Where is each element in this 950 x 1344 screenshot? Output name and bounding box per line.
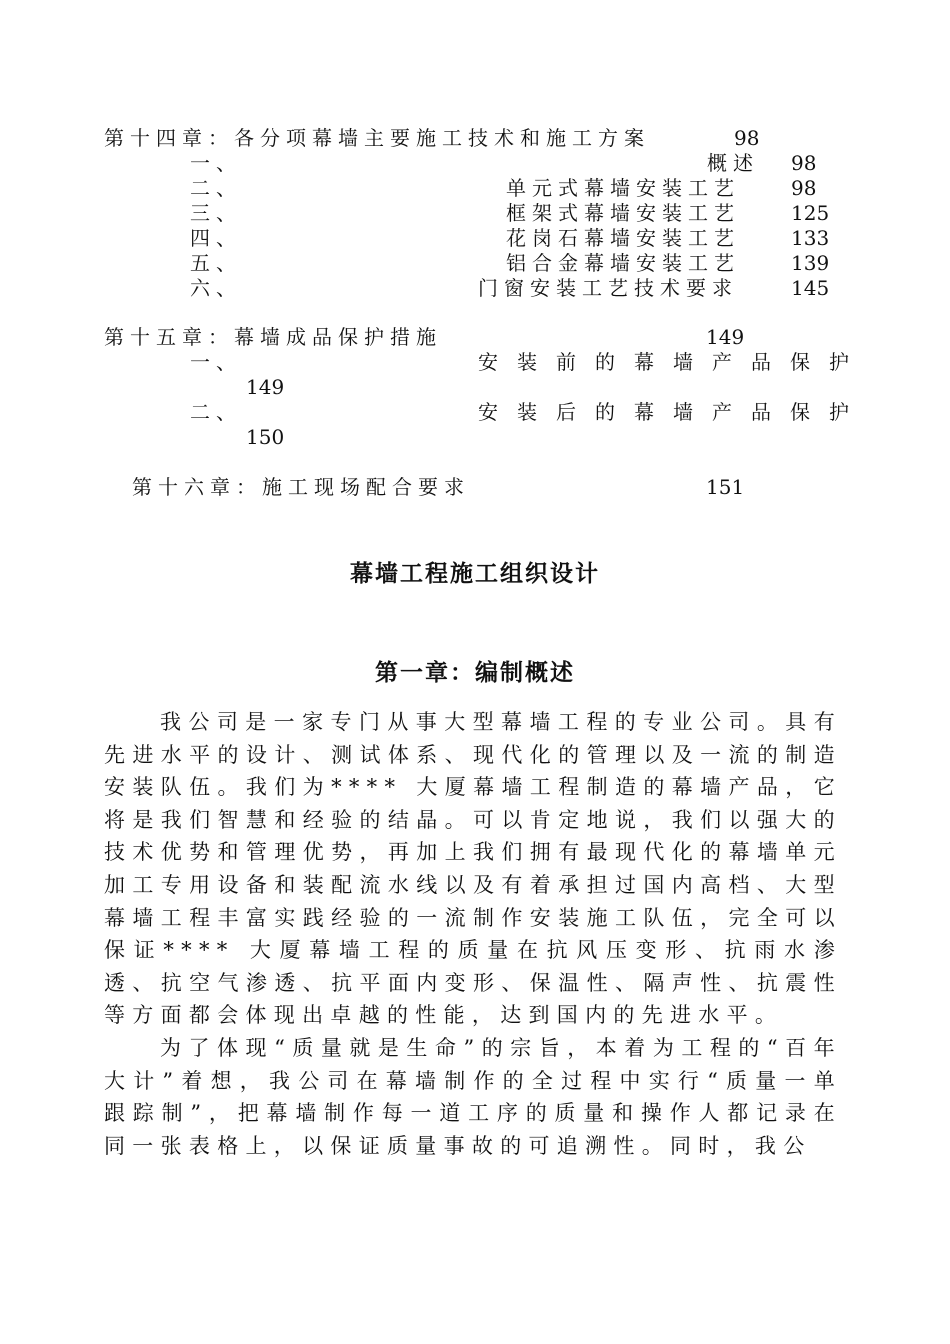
- document-title: 幕墙工程施工组织设计: [350, 561, 600, 587]
- toc-ch14-item-6-title: 门窗安装工艺技术要求: [478, 276, 738, 300]
- toc-ch14-item-4-num: 四、: [190, 226, 242, 250]
- toc-ch16-label: 第十六章：施工现场配合要求: [132, 475, 470, 499]
- toc-ch14-item-4-title: 花岗石幕墙安装工艺: [506, 226, 740, 250]
- toc-ch14-item-2-num: 二、: [190, 176, 242, 200]
- toc-ch14-item-1-num: 一、: [190, 151, 242, 175]
- toc-ch15-item-2-num: 二、: [190, 400, 242, 424]
- toc-ch14-item-3-page: 125: [791, 201, 830, 225]
- toc-ch14-item-5-page: 139: [791, 251, 830, 275]
- toc-ch14-page: 98: [734, 126, 760, 150]
- chapter-1-title: 第一章：编制概述: [375, 660, 575, 686]
- toc-ch14-item-2-title: 单元式幕墙安装工艺: [506, 176, 740, 200]
- toc-ch14-item-5-num: 五、: [190, 251, 242, 275]
- chapter-1-paragraph-1: 我公司是一家专门从事大型幕墙工程的专业公司。具有先进水平的设计、测试体系、现代化的管理以及一流的制造安装队伍。我们为**** 大厦幕墙工程制造的幕墙产品，它将是我们智慧和经验的结晶。可以肯定地说，我们以强大的技术优势和管理优势，再加上我们拥有最现代化的幕墙单元加工专用设备和装配流水线以及有着承担过国内高档、大型幕墙工程丰富实践经验的一流制作安装施工队伍，完全可以保证**** 大厦幕墙工程的质量在抗风压变形、抗雨水渗透、抗空气渗透、抗平面内变形、保温性、隔声性、抗震性等方面都会体现出卓越的性能，达到国内的先进水平。: [104, 710, 842, 1028]
- toc-ch14-item-3-title: 框架式幕墙安装工艺: [506, 201, 740, 225]
- toc-ch14-item-4-page: 133: [791, 226, 830, 250]
- toc-ch14-item-2-page: 98: [791, 176, 817, 200]
- chapter-1-paragraph-2: 为了体现“质量就是生命”的宗旨，本着为工程的“百年大计”着想，我公司在幕墙制作的全过程中实行“质量一单跟踪制”，把幕墙制作每一道工序的质量和操作人都记录在同一张表格上，以保证质量事故的可追溯性。同时，我公: [104, 1035, 842, 1158]
- chapter-1-body: [104, 706, 842, 1162]
- toc-ch15-item-2-title: 安装后的幕墙产品保护: [478, 400, 868, 424]
- toc-ch15-item-1-title: 安装前的幕墙产品保护: [478, 350, 868, 374]
- toc-ch15-item-1-num: 一、: [190, 350, 242, 374]
- toc-ch14-item-1-title: 概述: [707, 151, 759, 175]
- toc-ch14-item-1-page: 98: [791, 151, 817, 175]
- toc-ch15-page: 149: [706, 325, 745, 349]
- toc-ch15-item-1-page: 149: [246, 375, 285, 399]
- toc-ch14-label: 第十四章：各分项幕墙主要施工技术和施工方案: [104, 126, 650, 150]
- toc-ch16-page: 151: [706, 475, 745, 499]
- toc-ch14-item-3-num: 三、: [190, 201, 242, 225]
- toc-ch14-item-5-title: 铝合金幕墙安装工艺: [506, 251, 740, 275]
- toc-ch14-item-6-num: 六、: [190, 276, 242, 300]
- toc-ch15-label: 第十五章：幕墙成品保护措施: [104, 325, 442, 349]
- toc-ch15-item-2-page: 150: [246, 425, 285, 449]
- toc-ch14-item-6-page: 145: [791, 276, 830, 300]
